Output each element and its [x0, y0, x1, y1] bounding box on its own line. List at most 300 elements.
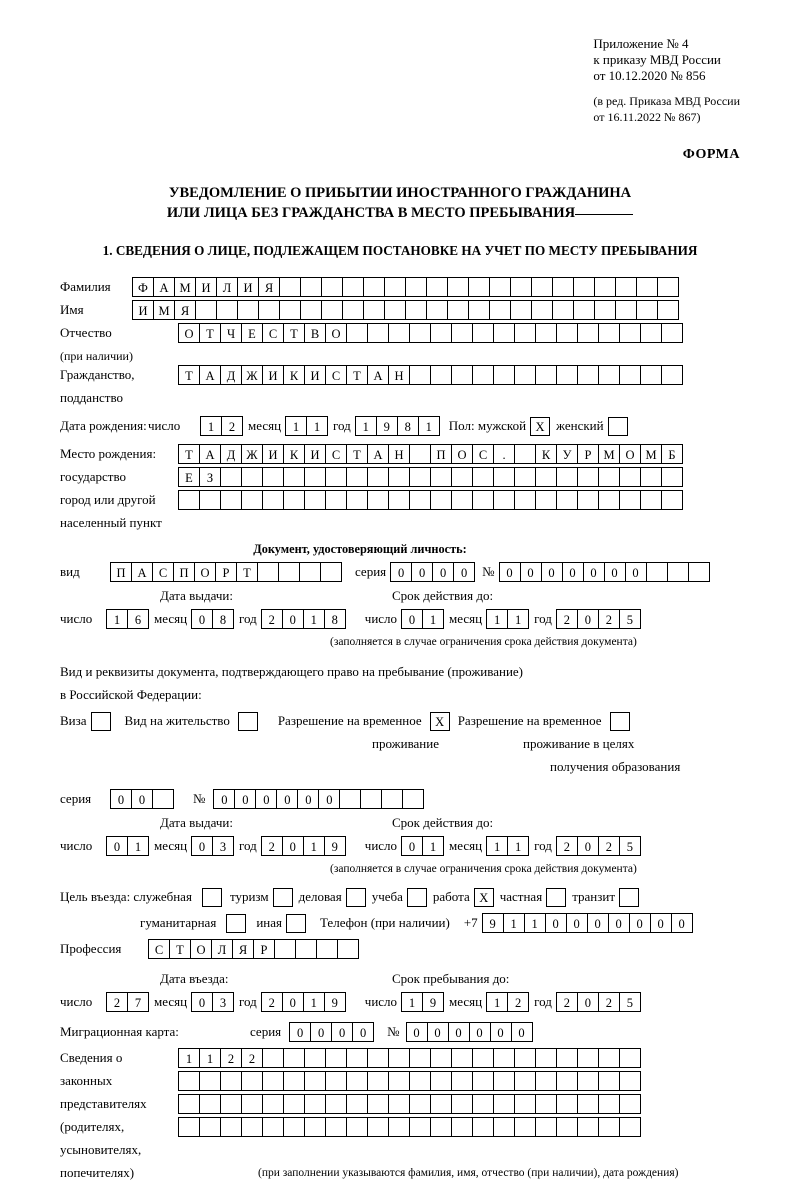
- form-cell[interactable]: [262, 1117, 284, 1137]
- form-cell[interactable]: [598, 467, 620, 487]
- form-cell[interactable]: 7: [127, 992, 149, 1012]
- form-cell[interactable]: 1: [401, 992, 423, 1012]
- checkbox-temp-residence[interactable]: X: [430, 712, 450, 731]
- form-cell[interactable]: И: [262, 444, 284, 464]
- form-cell[interactable]: [598, 365, 620, 385]
- form-cell[interactable]: [636, 300, 658, 320]
- form-cell[interactable]: [451, 467, 473, 487]
- form-cell[interactable]: [514, 1071, 536, 1091]
- form-cell[interactable]: [552, 300, 574, 320]
- form-cell[interactable]: 5: [619, 836, 641, 856]
- form-cell[interactable]: 0: [583, 562, 605, 582]
- form-cell[interactable]: 0: [255, 789, 277, 809]
- form-cell[interactable]: 0: [110, 789, 132, 809]
- form-cell[interactable]: 2: [261, 609, 283, 629]
- form-cell[interactable]: 0: [282, 836, 304, 856]
- form-cell[interactable]: [405, 277, 427, 297]
- form-cell[interactable]: [216, 300, 238, 320]
- form-cell[interactable]: [367, 1117, 389, 1137]
- form-cell[interactable]: [594, 277, 616, 297]
- form-cell[interactable]: [367, 467, 389, 487]
- form-cell[interactable]: 3: [212, 992, 234, 1012]
- form-cell[interactable]: [531, 277, 553, 297]
- form-cell[interactable]: О: [325, 323, 347, 343]
- form-cell[interactable]: [493, 467, 515, 487]
- form-cell[interactable]: [388, 490, 410, 510]
- doc-series-cells[interactable]: [390, 562, 474, 582]
- form-cell[interactable]: 0: [289, 1022, 311, 1042]
- form-cell[interactable]: П: [110, 562, 132, 582]
- doc-number-cells[interactable]: [499, 562, 709, 582]
- form-cell[interactable]: 2: [106, 992, 128, 1012]
- form-cell[interactable]: [220, 490, 242, 510]
- form-cell[interactable]: 0: [406, 1022, 428, 1042]
- form-cell[interactable]: [388, 1117, 410, 1137]
- form-cell[interactable]: [220, 1117, 242, 1137]
- stay-year-cells[interactable]: [556, 992, 640, 1012]
- stay-month-cells[interactable]: [486, 992, 528, 1012]
- form-cell[interactable]: [220, 1094, 242, 1114]
- birth-place-row3-cells[interactable]: [178, 490, 682, 510]
- form-cell[interactable]: А: [131, 562, 153, 582]
- checkbox-visa[interactable]: [91, 712, 111, 731]
- form-cell[interactable]: [556, 1071, 578, 1091]
- form-cell[interactable]: 0: [608, 913, 630, 933]
- form-cell[interactable]: 1: [486, 992, 508, 1012]
- form-cell[interactable]: И: [304, 444, 326, 464]
- form-cell[interactable]: [320, 562, 342, 582]
- name-cells[interactable]: [132, 300, 678, 320]
- form-cell[interactable]: [321, 300, 343, 320]
- form-cell[interactable]: Р: [253, 939, 275, 959]
- form-cell[interactable]: [262, 490, 284, 510]
- form-cell[interactable]: 0: [587, 913, 609, 933]
- form-cell[interactable]: [556, 1094, 578, 1114]
- permit-series-cells[interactable]: [110, 789, 173, 809]
- form-cell[interactable]: 0: [401, 836, 423, 856]
- form-cell[interactable]: Л: [211, 939, 233, 959]
- form-cell[interactable]: [598, 1048, 620, 1068]
- form-cell[interactable]: 2: [261, 836, 283, 856]
- form-cell[interactable]: [619, 323, 641, 343]
- form-cell[interactable]: Н: [388, 444, 410, 464]
- form-cell[interactable]: 2: [221, 416, 243, 436]
- form-cell[interactable]: М: [598, 444, 620, 464]
- form-cell[interactable]: [321, 277, 343, 297]
- form-cell[interactable]: [472, 490, 494, 510]
- form-cell[interactable]: 6: [127, 609, 149, 629]
- form-cell[interactable]: [342, 300, 364, 320]
- permit-number-cells[interactable]: [213, 789, 423, 809]
- form-cell[interactable]: У: [556, 444, 578, 464]
- form-cell[interactable]: Р: [215, 562, 237, 582]
- form-cell[interactable]: [363, 277, 385, 297]
- form-cell[interactable]: [279, 300, 301, 320]
- form-cell[interactable]: [577, 467, 599, 487]
- form-cell[interactable]: [472, 1048, 494, 1068]
- form-cell[interactable]: [346, 1117, 368, 1137]
- form-cell[interactable]: [556, 490, 578, 510]
- form-cell[interactable]: [426, 277, 448, 297]
- form-cell[interactable]: [636, 277, 658, 297]
- form-cell[interactable]: [220, 467, 242, 487]
- form-cell[interactable]: [325, 1048, 347, 1068]
- form-cell[interactable]: О: [451, 444, 473, 464]
- form-cell[interactable]: [556, 1048, 578, 1068]
- form-cell[interactable]: .: [493, 444, 515, 464]
- form-cell[interactable]: [299, 562, 321, 582]
- form-cell[interactable]: [346, 1094, 368, 1114]
- form-cell[interactable]: Л: [216, 277, 238, 297]
- form-cell[interactable]: [241, 1117, 263, 1137]
- form-cell[interactable]: 2: [556, 836, 578, 856]
- form-cell[interactable]: [556, 365, 578, 385]
- form-cell[interactable]: [535, 467, 557, 487]
- form-cell[interactable]: [346, 490, 368, 510]
- form-cell[interactable]: [661, 490, 683, 510]
- form-cell[interactable]: А: [367, 444, 389, 464]
- form-cell[interactable]: [300, 300, 322, 320]
- form-cell[interactable]: 1: [486, 836, 508, 856]
- form-cell[interactable]: [493, 323, 515, 343]
- form-cell[interactable]: Ф: [132, 277, 154, 297]
- form-cell[interactable]: [388, 1048, 410, 1068]
- stay-day-cells[interactable]: [401, 992, 443, 1012]
- form-cell[interactable]: [258, 300, 280, 320]
- form-cell[interactable]: [388, 1071, 410, 1091]
- form-cell[interactable]: Ж: [241, 365, 263, 385]
- form-cell[interactable]: [657, 277, 679, 297]
- form-cell[interactable]: [535, 1048, 557, 1068]
- form-cell[interactable]: 0: [671, 913, 693, 933]
- form-cell[interactable]: [577, 1048, 599, 1068]
- form-cell[interactable]: [409, 323, 431, 343]
- form-cell[interactable]: 1: [422, 836, 444, 856]
- form-cell[interactable]: [430, 1094, 452, 1114]
- form-cell[interactable]: [283, 490, 305, 510]
- birth-year-cells[interactable]: [355, 416, 439, 436]
- form-cell[interactable]: [195, 300, 217, 320]
- form-cell[interactable]: [430, 1048, 452, 1068]
- form-cell[interactable]: [339, 789, 361, 809]
- form-cell[interactable]: [402, 789, 424, 809]
- doc-issue-day-cells[interactable]: [106, 609, 148, 629]
- form-cell[interactable]: [304, 467, 326, 487]
- citizenship-cells[interactable]: [178, 365, 682, 385]
- form-cell[interactable]: 3: [212, 836, 234, 856]
- form-cell[interactable]: [472, 323, 494, 343]
- form-cell[interactable]: 2: [241, 1048, 263, 1068]
- form-cell[interactable]: А: [153, 277, 175, 297]
- form-cell[interactable]: [409, 467, 431, 487]
- profession-cells[interactable]: [148, 939, 358, 959]
- form-cell[interactable]: [430, 1117, 452, 1137]
- form-cell[interactable]: [535, 365, 557, 385]
- form-cell[interactable]: Р: [577, 444, 599, 464]
- form-cell[interactable]: [535, 323, 557, 343]
- form-cell[interactable]: 1: [418, 416, 440, 436]
- form-cell[interactable]: 0: [566, 913, 588, 933]
- form-cell[interactable]: [304, 1094, 326, 1114]
- form-cell[interactable]: 1: [507, 609, 529, 629]
- form-cell[interactable]: [304, 1117, 326, 1137]
- form-cell[interactable]: 2: [220, 1048, 242, 1068]
- checkbox-purpose-other[interactable]: [286, 914, 306, 933]
- form-cell[interactable]: [640, 323, 662, 343]
- form-cell[interactable]: Н: [388, 365, 410, 385]
- form-cell[interactable]: М: [640, 444, 662, 464]
- form-cell[interactable]: [577, 490, 599, 510]
- form-cell[interactable]: [451, 323, 473, 343]
- form-cell[interactable]: [241, 490, 263, 510]
- birth-place-row1-cells[interactable]: [178, 444, 682, 464]
- form-cell[interactable]: М: [174, 277, 196, 297]
- form-cell[interactable]: 0: [499, 562, 521, 582]
- form-cell[interactable]: [409, 444, 431, 464]
- form-cell[interactable]: [384, 300, 406, 320]
- form-cell[interactable]: 0: [604, 562, 626, 582]
- form-cell[interactable]: 0: [625, 562, 647, 582]
- form-cell[interactable]: [199, 1117, 221, 1137]
- form-cell[interactable]: [388, 467, 410, 487]
- checkbox-male[interactable]: X: [530, 417, 550, 436]
- birth-month-cells[interactable]: [285, 416, 327, 436]
- form-cell[interactable]: [451, 1048, 473, 1068]
- form-cell[interactable]: С: [472, 444, 494, 464]
- form-cell[interactable]: [556, 1117, 578, 1137]
- form-cell[interactable]: [409, 1071, 431, 1091]
- form-cell[interactable]: [577, 1117, 599, 1137]
- form-cell[interactable]: 1: [303, 992, 325, 1012]
- checkbox-purpose-humanitarian[interactable]: [226, 914, 246, 933]
- form-cell[interactable]: 0: [352, 1022, 374, 1042]
- form-cell[interactable]: 0: [577, 992, 599, 1012]
- form-cell[interactable]: 0: [234, 789, 256, 809]
- form-cell[interactable]: [430, 490, 452, 510]
- form-cell[interactable]: С: [262, 323, 284, 343]
- form-cell[interactable]: [360, 789, 382, 809]
- form-cell[interactable]: 1: [355, 416, 377, 436]
- form-cell[interactable]: [430, 323, 452, 343]
- form-cell[interactable]: [493, 1048, 515, 1068]
- form-cell[interactable]: [409, 365, 431, 385]
- form-cell[interactable]: Б: [661, 444, 683, 464]
- form-cell[interactable]: [661, 365, 683, 385]
- form-cell[interactable]: [573, 300, 595, 320]
- form-cell[interactable]: [304, 490, 326, 510]
- form-cell[interactable]: [447, 300, 469, 320]
- form-cell[interactable]: [367, 323, 389, 343]
- form-cell[interactable]: Т: [236, 562, 258, 582]
- form-cell[interactable]: К: [283, 365, 305, 385]
- form-cell[interactable]: [178, 1071, 200, 1091]
- form-cell[interactable]: [619, 467, 641, 487]
- form-cell[interactable]: 1: [486, 609, 508, 629]
- form-cell[interactable]: Т: [169, 939, 191, 959]
- checkbox-purpose-service[interactable]: [202, 888, 222, 907]
- form-cell[interactable]: [514, 444, 536, 464]
- form-cell[interactable]: [489, 300, 511, 320]
- form-cell[interactable]: 0: [453, 562, 475, 582]
- form-cell[interactable]: [451, 1094, 473, 1114]
- checkbox-female[interactable]: [608, 417, 628, 436]
- form-cell[interactable]: О: [190, 939, 212, 959]
- doc-valid-day-cells[interactable]: [401, 609, 443, 629]
- form-cell[interactable]: 0: [191, 836, 213, 856]
- form-cell[interactable]: [388, 1094, 410, 1114]
- form-cell[interactable]: 8: [212, 609, 234, 629]
- form-cell[interactable]: 0: [390, 562, 412, 582]
- form-cell[interactable]: [199, 1071, 221, 1091]
- form-cell[interactable]: [514, 1094, 536, 1114]
- permit-issue-month-cells[interactable]: [191, 836, 233, 856]
- form-cell[interactable]: [283, 1094, 305, 1114]
- legal-rep-row3-cells[interactable]: [178, 1094, 640, 1114]
- form-cell[interactable]: 0: [577, 836, 599, 856]
- form-cell[interactable]: 0: [282, 992, 304, 1012]
- form-cell[interactable]: [262, 1094, 284, 1114]
- form-cell[interactable]: [535, 490, 557, 510]
- form-cell[interactable]: 0: [318, 789, 340, 809]
- form-cell[interactable]: [199, 1094, 221, 1114]
- form-cell[interactable]: [283, 1071, 305, 1091]
- form-cell[interactable]: И: [237, 277, 259, 297]
- form-cell[interactable]: 1: [199, 1048, 221, 1068]
- form-cell[interactable]: 0: [541, 562, 563, 582]
- form-cell[interactable]: [337, 939, 359, 959]
- migration-series-cells[interactable]: [289, 1022, 373, 1042]
- form-cell[interactable]: 0: [106, 836, 128, 856]
- form-cell[interactable]: Т: [178, 444, 200, 464]
- form-cell[interactable]: 1: [422, 609, 444, 629]
- doc-issue-month-cells[interactable]: [191, 609, 233, 629]
- entry-month-cells[interactable]: [191, 992, 233, 1012]
- form-cell[interactable]: [342, 277, 364, 297]
- doc-issue-year-cells[interactable]: [261, 609, 345, 629]
- checkbox-purpose-tourism[interactable]: [273, 888, 293, 907]
- form-cell[interactable]: [640, 467, 662, 487]
- legal-rep-row1-cells[interactable]: [178, 1048, 640, 1068]
- form-cell[interactable]: А: [199, 444, 221, 464]
- form-cell[interactable]: 5: [619, 609, 641, 629]
- form-cell[interactable]: [493, 1094, 515, 1114]
- form-cell[interactable]: [514, 1048, 536, 1068]
- form-cell[interactable]: [619, 365, 641, 385]
- form-cell[interactable]: [535, 1094, 557, 1114]
- form-cell[interactable]: 2: [598, 836, 620, 856]
- form-cell[interactable]: 1: [524, 913, 546, 933]
- form-cell[interactable]: [283, 1048, 305, 1068]
- form-cell[interactable]: 0: [545, 913, 567, 933]
- form-cell[interactable]: Т: [346, 444, 368, 464]
- form-cell[interactable]: [577, 365, 599, 385]
- form-cell[interactable]: [535, 1117, 557, 1137]
- form-cell[interactable]: Я: [232, 939, 254, 959]
- form-cell[interactable]: [409, 1048, 431, 1068]
- form-cell[interactable]: 0: [411, 562, 433, 582]
- form-cell[interactable]: О: [619, 444, 641, 464]
- form-cell[interactable]: 0: [191, 609, 213, 629]
- form-cell[interactable]: О: [178, 323, 200, 343]
- form-cell[interactable]: [316, 939, 338, 959]
- form-cell[interactable]: 1: [106, 609, 128, 629]
- form-cell[interactable]: [594, 300, 616, 320]
- form-cell[interactable]: [598, 323, 620, 343]
- checkbox-purpose-study[interactable]: [407, 888, 427, 907]
- form-cell[interactable]: [514, 467, 536, 487]
- form-cell[interactable]: [646, 562, 668, 582]
- form-cell[interactable]: [300, 277, 322, 297]
- form-cell[interactable]: [468, 277, 490, 297]
- permit-issue-year-cells[interactable]: [261, 836, 345, 856]
- form-cell[interactable]: [346, 323, 368, 343]
- form-cell[interactable]: 0: [297, 789, 319, 809]
- form-cell[interactable]: [640, 490, 662, 510]
- form-cell[interactable]: Е: [241, 323, 263, 343]
- form-cell[interactable]: [577, 1071, 599, 1091]
- form-cell[interactable]: 0: [448, 1022, 470, 1042]
- permit-valid-year-cells[interactable]: [556, 836, 640, 856]
- form-cell[interactable]: 0: [310, 1022, 332, 1042]
- form-cell[interactable]: Д: [220, 365, 242, 385]
- migration-number-cells[interactable]: [406, 1022, 532, 1042]
- form-cell[interactable]: [241, 1071, 263, 1091]
- form-cell[interactable]: 0: [629, 913, 651, 933]
- surname-cells[interactable]: [132, 277, 678, 297]
- birth-day-cells[interactable]: [200, 416, 242, 436]
- form-cell[interactable]: [274, 939, 296, 959]
- doc-valid-year-cells[interactable]: [556, 609, 640, 629]
- form-cell[interactable]: 1: [285, 416, 307, 436]
- form-cell[interactable]: [598, 490, 620, 510]
- checkbox-purpose-work[interactable]: X: [474, 888, 494, 907]
- form-cell[interactable]: [451, 490, 473, 510]
- form-cell[interactable]: Т: [346, 365, 368, 385]
- form-cell[interactable]: [426, 300, 448, 320]
- form-cell[interactable]: 0: [520, 562, 542, 582]
- form-cell[interactable]: [615, 300, 637, 320]
- form-cell[interactable]: [510, 300, 532, 320]
- form-cell[interactable]: [451, 1117, 473, 1137]
- form-cell[interactable]: [346, 1048, 368, 1068]
- form-cell[interactable]: [510, 277, 532, 297]
- permit-valid-month-cells[interactable]: [486, 836, 528, 856]
- form-cell[interactable]: [409, 490, 431, 510]
- form-cell[interactable]: 8: [324, 609, 346, 629]
- form-cell[interactable]: [367, 490, 389, 510]
- form-cell[interactable]: [514, 490, 536, 510]
- form-cell[interactable]: 9: [324, 836, 346, 856]
- form-cell[interactable]: 0: [213, 789, 235, 809]
- form-cell[interactable]: К: [283, 444, 305, 464]
- form-cell[interactable]: 1: [127, 836, 149, 856]
- form-cell[interactable]: [262, 467, 284, 487]
- form-cell[interactable]: [430, 467, 452, 487]
- form-cell[interactable]: 0: [650, 913, 672, 933]
- form-cell[interactable]: П: [430, 444, 452, 464]
- form-cell[interactable]: 1: [503, 913, 525, 933]
- form-cell[interactable]: [468, 300, 490, 320]
- form-cell[interactable]: [493, 1117, 515, 1137]
- form-cell[interactable]: [472, 365, 494, 385]
- form-cell[interactable]: [178, 1094, 200, 1114]
- form-cell[interactable]: [237, 300, 259, 320]
- form-cell[interactable]: И: [132, 300, 154, 320]
- form-cell[interactable]: [152, 789, 174, 809]
- form-cell[interactable]: И: [195, 277, 217, 297]
- doc-type-cells[interactable]: [110, 562, 341, 582]
- form-cell[interactable]: [278, 562, 300, 582]
